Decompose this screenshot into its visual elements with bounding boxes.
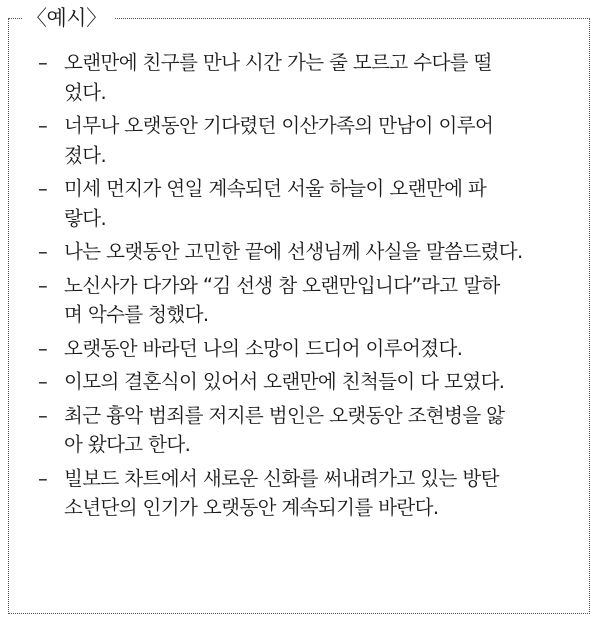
example-line: 아 왔다고 한다.	[64, 433, 191, 456]
dash-bullet: –	[38, 273, 48, 297]
example-item	[38, 367, 578, 397]
example-line: 며 악수를 청했다.	[64, 303, 209, 326]
example-header: 〈예시〉	[22, 5, 115, 31]
example-line: 었다.	[64, 80, 107, 104]
dash-bullet: –	[38, 336, 48, 360]
example-line: 오랫동안 바라던 나의 소망이 드디어 이루어졌다.	[64, 336, 463, 360]
example-item	[38, 464, 578, 523]
example-line: 이모의 결혼식이 있어서 오랜만에 친척들이 다 모였다.	[64, 370, 505, 393]
example-item	[38, 174, 578, 233]
dash-bullet: –	[38, 51, 48, 74]
example-item	[38, 401, 578, 460]
example-line: 미세 먼지가 연일 계속되던 서울 하늘이 오랜만에 파	[64, 177, 487, 200]
example-line: 오랜만에 친구를 만나 시간 가는 줄 모르고 수다를 떨	[64, 51, 492, 74]
example-line: 너무나 오랫동안 기다렸던 이산가족의 만남이 이루어	[64, 114, 494, 137]
dash-bullet: –	[38, 403, 48, 427]
example-item	[38, 48, 578, 107]
example-line: 소년단의 인기가 오랫동안 계속되기를 바란다.	[64, 496, 439, 519]
example-item	[38, 111, 578, 170]
example-line: 랗다.	[64, 206, 107, 230]
dash-bullet: –	[38, 240, 48, 263]
example-item	[38, 237, 578, 267]
example-line: 빌보드 차트에서 새로운 신화를 써내려가고 있는 방탄	[64, 466, 499, 490]
example-line: 최근 흉악 범죄를 저지른 범인은 오랫동안 조현병을 앓	[64, 403, 505, 427]
example-item	[38, 271, 578, 330]
dash-bullet: –	[38, 370, 48, 393]
dash-bullet: –	[38, 466, 48, 490]
example-line: 노신사가 다가와 “김 선생 참 오랜만입니다”라고 말하	[64, 273, 500, 297]
dash-bullet: –	[38, 114, 48, 137]
example-item	[38, 334, 578, 364]
example-list	[38, 48, 578, 527]
dash-bullet: –	[38, 177, 48, 200]
example-line: 졌다.	[64, 143, 107, 167]
example-line: 나는 오랫동안 고민한 끝에 선생님께 사실을 말씀드렸다.	[64, 240, 523, 263]
